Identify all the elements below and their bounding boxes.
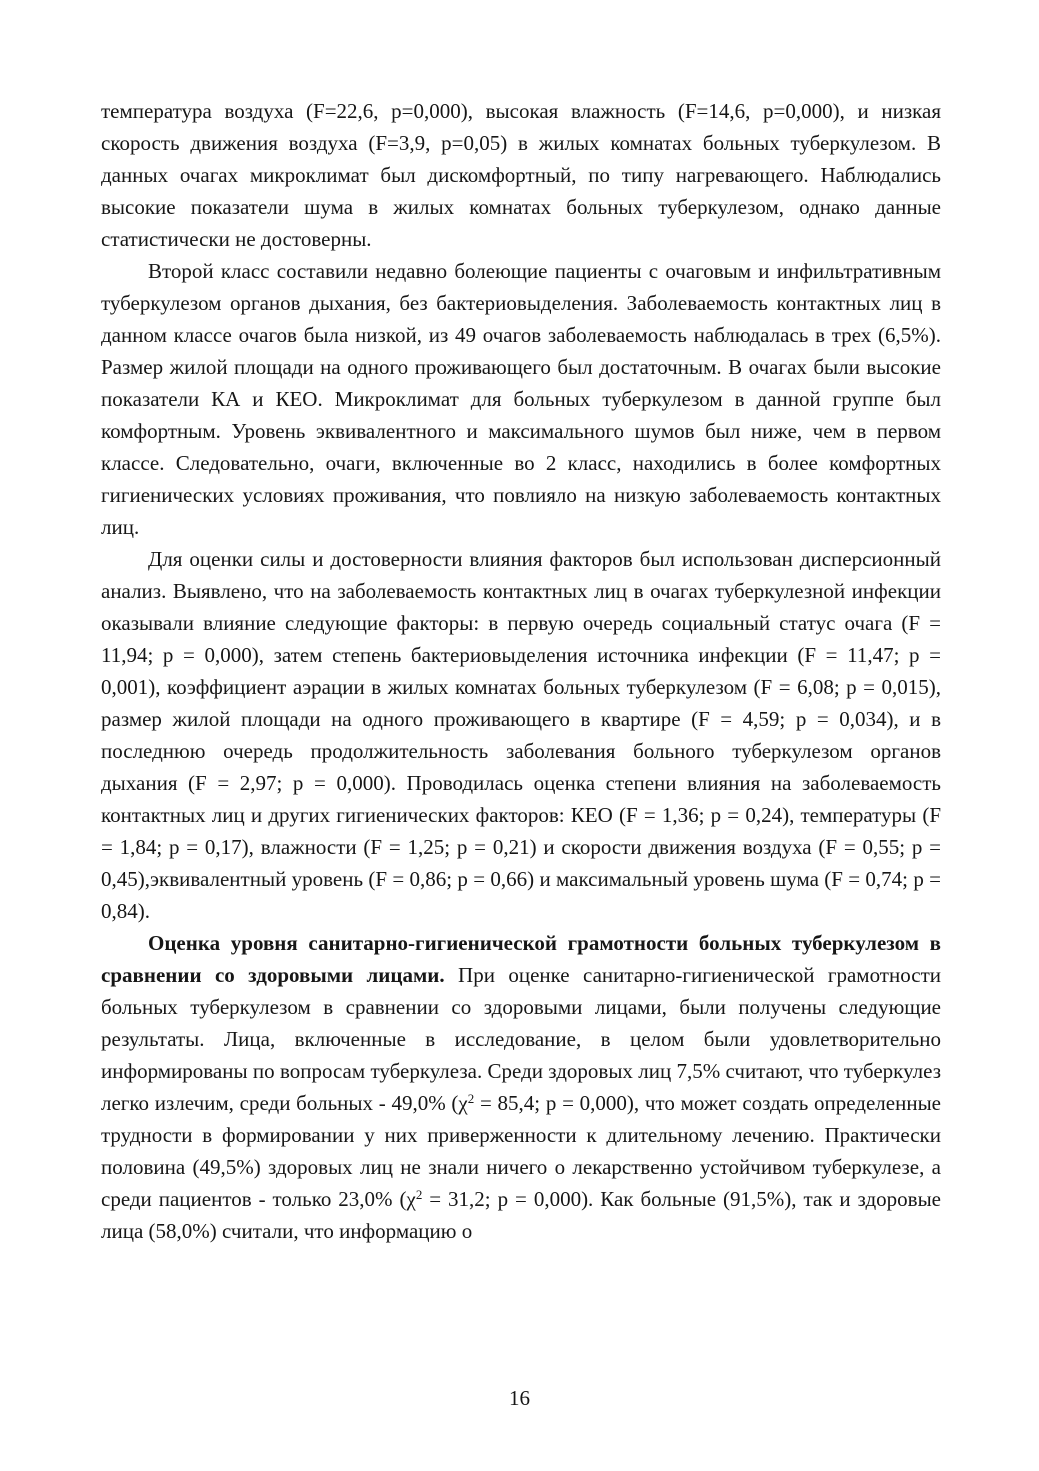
paragraph-second-class: Второй класс составили недавно болеющие пациенты с очаговым и инфильтративным туберкулезом органов дыхания, без бактериовыделения. Заболеваемость контактных лиц в данном классе очагов была низкой, из 49 очагов заболеваемость наблюдалась в трех (6,5%). Размер жилой площади на одного проживающего был достаточным. В очагах были высокие показатели КА и КЕО. Микроклимат для больных туберкулезом в данной группе был комфортным. Уровень эквивалентного и максимального шумов был ниже, чем в первом классе. Следовательно, очаги, включенные во 2 класс, находились в более комфортных гигиенических условиях проживания, что повлияло на низкую заболеваемость контактных лиц. (101, 259, 941, 539)
paragraph-text-part-2: = 85,4; p = 0,000), что может создать определенные трудности в формировании у них приверженности к длительному лечению. Практически половина (49,5%) здоровых лиц не знали ничего о лекарственно устойчивом туберкулезе, а среди пациентов - только 23,0% ( (101, 1091, 942, 1211)
chi-exponent: 2 (415, 1187, 423, 1202)
chi-exponent: 2 (467, 1091, 475, 1106)
chi-square-symbol (458, 1091, 474, 1115)
chi-letter: χ (458, 1091, 468, 1115)
paragraph-microclimate-first-class: температура воздуха (F=22,6, p=0,000), высокая влажность (F=14,6, p=0,000), и низкая скорость движения воздуха (F=3,9, p=0,05) в жилых комнатах больных туберкулезом. В данных очагах микроклимат был дискомфортный, по типу нагревающего. Наблюдались высокие показатели шума в жилых комнатах больных туберкулезом, однако данные статистически не достоверны. (101, 99, 941, 251)
paragraph-sanitary-literacy (101, 927, 941, 1247)
page-number: 16 (509, 1386, 530, 1410)
paragraph-text-part-3: = 31,2; p = 0,000). Как больные (91,5%), так и здоровые лица (58,0%) считали, что информацию о (101, 1187, 941, 1243)
section-heading: Оценка уровня санитарно-гигиенической грамотности больных туберкулезом в сравнении со здоровыми лицами. (101, 931, 941, 987)
document-page (101, 95, 941, 1247)
paragraph-dispersion-analysis: Для оценки силы и достоверности влияния факторов был использован дисперсионный анализ. Выявлено, что на заболеваемость контактных лиц в очагах туберкулезной инфекции оказывали влияние следующие факторы: в первую очередь социальный статус очага (F = 11,94; p = 0,000), затем степень бактериовыделения источника инфекции (F = 11,47; p = 0,001), коэффициент аэрации в жилых комнатах больных туберкулезом (F = 6,08; p = 0,015), размер жилой площади на одного проживающего в квартире (F = 4,59; p = 0,034), и в последнюю очередь продолжительность заболевания больного туберкулезом органов дыхания (F = 2,97; p = 0,000). Проводилась оценка степени влияния на заболеваемость контактных лиц и других гигиенических факторов: КЕО (F = 1,36; p = 0,24), температуры (F = 1,84; p = 0,17), влажности (F = 1,25; p = 0,21) и скорости движения воздуха (F = 0,55; p = 0,45),эквивалентный уровень (F = 0,86; p = 0,66) и максимальный уровень шума (F = 0,74; p = 0,84). (101, 547, 941, 923)
chi-square-symbol (406, 1187, 422, 1211)
chi-letter: χ (406, 1187, 416, 1211)
paragraph-text-part-1: При оценке санитарно-гигиенической грамотности больных туберкулезом в сравнении со здоровыми лицами, были получены следующие результаты. Лица, включенные в исследование, в целом были удовлетворительно информированы по вопросам туберкулеза. Среди здоровых лиц 7,5% считают, что туберкулез легко излечим, среди больных - 49,0% ( (101, 963, 941, 1115)
